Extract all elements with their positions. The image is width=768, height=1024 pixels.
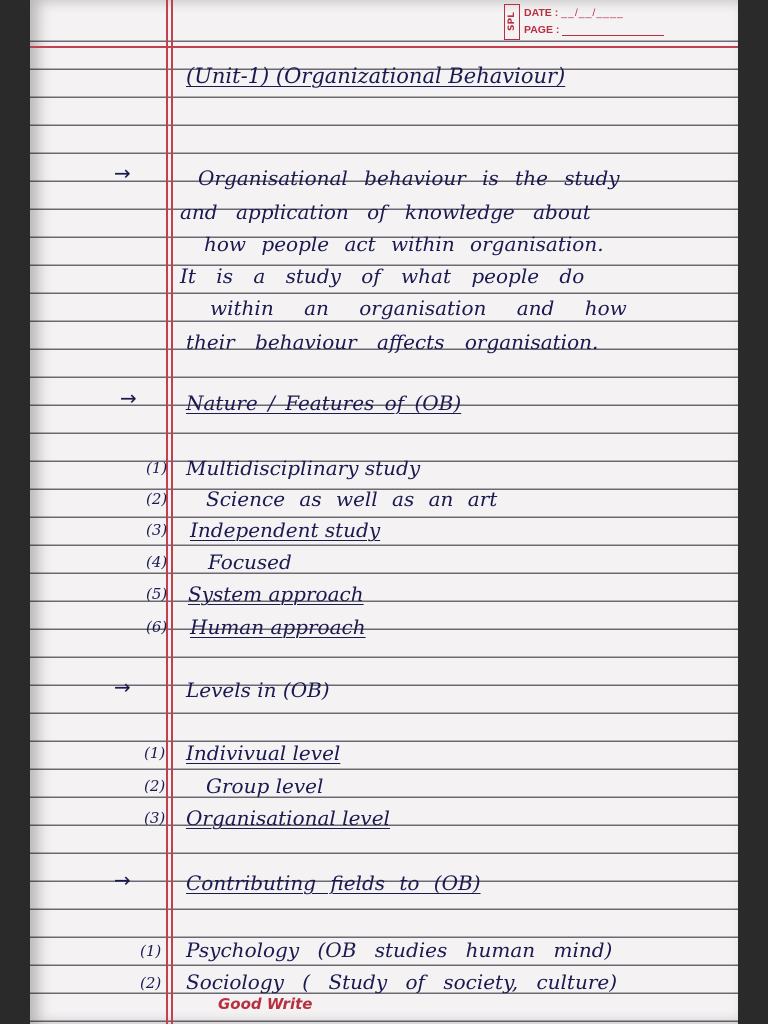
- list-item: Human approach: [190, 615, 366, 639]
- date-label: DATE :: [524, 7, 559, 19]
- margin-line: [171, 0, 173, 1024]
- intro-line: Organisational behaviour is the study: [198, 166, 620, 190]
- date-separator: __/__/____: [561, 7, 624, 19]
- section-heading: Levels in (OB): [186, 678, 330, 702]
- intro-line: their behaviour affects organisation.: [186, 330, 599, 354]
- list-item: Sociology ( Study of society, culture): [186, 970, 618, 994]
- item-number: (1): [140, 942, 162, 960]
- page-field: [524, 24, 664, 36]
- intro-line: how people act within organisation.: [204, 232, 604, 256]
- list-item: Science as well as an art: [206, 487, 498, 511]
- list-item: Multidisciplinary study: [186, 456, 421, 480]
- item-number: (1): [146, 459, 168, 477]
- list-item: Organisational level: [186, 806, 390, 830]
- header-rule: [30, 46, 738, 48]
- footer-brand: Good Write: [218, 995, 313, 1013]
- item-number: (6): [146, 618, 168, 636]
- list-item: Psychology (OB studies human mind): [186, 938, 613, 962]
- page-label: PAGE :: [524, 24, 560, 36]
- arrow-icon: →: [114, 868, 131, 892]
- notebook-page: [30, 0, 738, 1024]
- brand-mark: SPL: [504, 4, 520, 40]
- list-item: Indivivual level: [186, 741, 341, 765]
- list-item: Group level: [206, 774, 324, 798]
- item-number: (2): [140, 974, 162, 992]
- item-number: (4): [146, 553, 168, 571]
- arrow-icon: →: [120, 386, 137, 410]
- list-item: System approach: [188, 582, 364, 606]
- intro-line: within an organisation and how: [210, 296, 627, 320]
- arrow-icon: →: [114, 161, 131, 185]
- section-heading: Nature / Features of (OB): [186, 391, 462, 415]
- page-number-line: [562, 25, 664, 36]
- item-number: (1): [144, 744, 166, 762]
- list-item: Focused: [208, 550, 292, 574]
- item-number: (2): [146, 490, 168, 508]
- date-field: [524, 7, 624, 19]
- section-heading: Contributing fields to (OB): [186, 871, 481, 895]
- item-number: (3): [146, 521, 168, 539]
- margin-line: [166, 0, 168, 1024]
- page-title: (Unit-1) (Organizational Behaviour): [186, 64, 566, 88]
- arrow-icon: →: [114, 675, 131, 699]
- list-item: Independent study: [190, 518, 381, 542]
- intro-line: It is a study of what people do: [180, 264, 585, 288]
- item-number: (3): [144, 809, 166, 827]
- item-number: (5): [146, 585, 168, 603]
- item-number: (2): [144, 777, 166, 795]
- intro-line: and application of knowledge about: [180, 200, 591, 224]
